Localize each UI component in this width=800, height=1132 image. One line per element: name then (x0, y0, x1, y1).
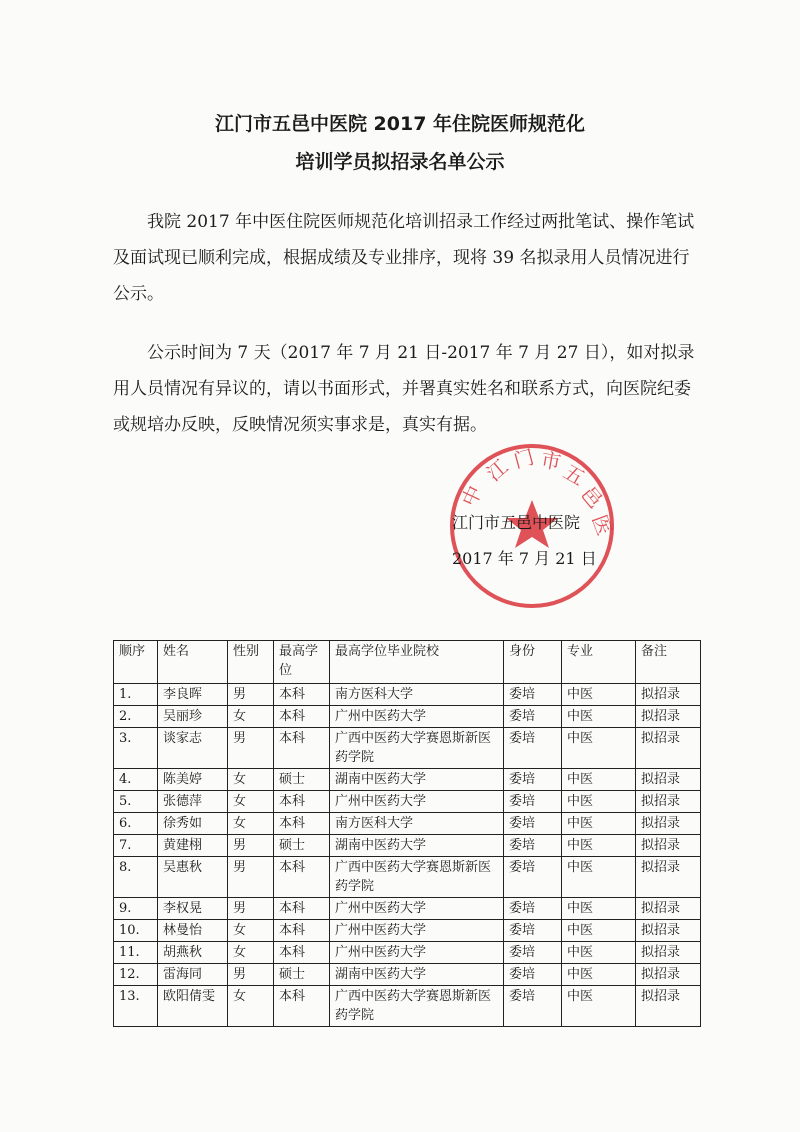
cell-degree: 本科 (274, 857, 330, 898)
cell-name: 谈家志 (158, 728, 228, 769)
cell-remark: 拟招录 (636, 706, 701, 728)
cell-degree: 硕士 (274, 964, 330, 986)
header-school: 最高学位毕业院校 (330, 641, 504, 684)
cell-status: 委培 (504, 942, 562, 964)
announcement-paragraph: 我院 2017 年中医住院医师规范化培训招录工作经过两批笔试、操作笔试及面试现已顺利完成，根据成绩及专业排序，现将 39 名拟录用人员情况进行公示。 (113, 212, 695, 304)
cell-major: 中医 (562, 964, 636, 986)
cell-name: 陈美婷 (158, 769, 228, 791)
header-name: 姓名 (158, 641, 228, 684)
cell-major: 中医 (562, 920, 636, 942)
cell-remark: 拟招录 (636, 791, 701, 813)
cell-gender: 女 (228, 791, 274, 813)
cell-major: 中医 (562, 684, 636, 706)
cell-name: 徐秀如 (158, 813, 228, 835)
cell-status: 委培 (504, 706, 562, 728)
cell-order: 5. (114, 791, 158, 813)
cell-major: 中医 (562, 769, 636, 791)
cell-degree: 本科 (274, 728, 330, 769)
cell-major: 中医 (562, 835, 636, 857)
table-row (114, 835, 701, 857)
table-row (114, 684, 701, 706)
cell-school: 南方医科大学 (330, 813, 504, 835)
table-row (114, 964, 701, 986)
admission-list-table (113, 640, 701, 1027)
cell-school: 湖南中医药大学 (330, 964, 504, 986)
cell-remark: 拟招录 (636, 920, 701, 942)
cell-remark: 拟招录 (636, 942, 701, 964)
cell-name: 张德萍 (158, 791, 228, 813)
table-row (114, 769, 701, 791)
cell-major: 中医 (562, 813, 636, 835)
cell-degree: 本科 (274, 813, 330, 835)
header-gender: 性别 (228, 641, 274, 684)
cell-gender: 女 (228, 920, 274, 942)
cell-order: 12. (114, 964, 158, 986)
table-row (114, 791, 701, 813)
cell-major: 中医 (562, 728, 636, 769)
cell-status: 委培 (504, 769, 562, 791)
cell-major: 中医 (562, 942, 636, 964)
svg-text:五: 五 (559, 459, 589, 491)
signature-organization: 江门市五邑中医院 (452, 513, 581, 532)
cell-major: 中医 (562, 857, 636, 898)
svg-text:江: 江 (481, 454, 513, 486)
cell-gender: 男 (228, 835, 274, 857)
svg-text:医: 医 (587, 511, 617, 539)
header-remark: 备注 (636, 641, 701, 684)
header-status: 身份 (504, 641, 562, 684)
document-title-line2: 培训学员拟招录名单公示 (295, 151, 505, 173)
cell-degree: 硕士 (274, 769, 330, 791)
cell-degree: 本科 (274, 791, 330, 813)
cell-order: 4. (114, 769, 158, 791)
cell-order: 7. (114, 835, 158, 857)
cell-status: 委培 (504, 835, 562, 857)
header-major: 专业 (562, 641, 636, 684)
cell-degree: 硕士 (274, 835, 330, 857)
svg-text:邑: 邑 (576, 481, 608, 513)
table-row (114, 898, 701, 920)
table-row (114, 857, 701, 898)
cell-gender: 女 (228, 942, 274, 964)
cell-name: 雷海同 (158, 964, 228, 986)
cell-gender: 女 (228, 706, 274, 728)
cell-school: 广州中医药大学 (330, 898, 504, 920)
table-row (114, 986, 701, 1027)
svg-text:中: 中 (456, 481, 487, 511)
cell-major: 中医 (562, 986, 636, 1027)
cell-school: 广西中医药大学赛恩斯新医药学院 (330, 986, 504, 1027)
cell-gender: 男 (228, 898, 274, 920)
cell-gender: 女 (228, 813, 274, 835)
cell-name: 林曼怡 (158, 920, 228, 942)
svg-text:市: 市 (539, 447, 563, 475)
cell-remark: 拟招录 (636, 684, 701, 706)
cell-degree: 本科 (274, 942, 330, 964)
table-header-row (114, 641, 701, 684)
cell-gender: 男 (228, 684, 274, 706)
cell-school: 南方医科大学 (330, 684, 504, 706)
cell-school: 广西中医药大学赛恩斯新医药学院 (330, 728, 504, 769)
cell-status: 委培 (504, 728, 562, 769)
cell-status: 委培 (504, 857, 562, 898)
objection-paragraph: 公示时间为 7 天（2017 年 7 月 21 日-2017 年 7 月 27 日），如对拟录用人员情况有异议的，请以书面形式，并署真实姓名和联系方式，向医院纪委或规培办反映，反映情况须实事求是，真实有据。 (113, 343, 695, 435)
cell-gender: 男 (228, 857, 274, 898)
cell-name: 黄建栩 (158, 835, 228, 857)
cell-major: 中医 (562, 898, 636, 920)
cell-status: 委培 (504, 791, 562, 813)
cell-degree: 本科 (274, 920, 330, 942)
cell-remark: 拟招录 (636, 769, 701, 791)
cell-remark: 拟招录 (636, 857, 701, 898)
cell-degree: 本科 (274, 706, 330, 728)
cell-degree: 本科 (274, 898, 330, 920)
cell-status: 委培 (504, 986, 562, 1027)
cell-degree: 本科 (274, 986, 330, 1027)
table-row (114, 920, 701, 942)
cell-name: 吴惠秋 (158, 857, 228, 898)
table-row (114, 728, 701, 769)
cell-degree: 本科 (274, 684, 330, 706)
cell-status: 委培 (504, 920, 562, 942)
cell-status: 委培 (504, 964, 562, 986)
cell-school: 湖南中医药大学 (330, 835, 504, 857)
cell-school: 湖南中医药大学 (330, 769, 504, 791)
cell-order: 6. (114, 813, 158, 835)
cell-name: 李权晃 (158, 898, 228, 920)
cell-name: 吴丽珍 (158, 706, 228, 728)
header-degree: 最高学位 (274, 641, 330, 684)
cell-major: 中医 (562, 791, 636, 813)
cell-order: 2. (114, 706, 158, 728)
cell-school: 广州中医药大学 (330, 942, 504, 964)
cell-remark: 拟招录 (636, 728, 701, 769)
cell-status: 委培 (504, 813, 562, 835)
header-order: 顺序 (114, 641, 158, 684)
cell-order: 13. (114, 986, 158, 1027)
cell-remark: 拟招录 (636, 835, 701, 857)
cell-gender: 男 (228, 964, 274, 986)
cell-gender: 女 (228, 769, 274, 791)
cell-remark: 拟招录 (636, 986, 701, 1027)
cell-order: 1. (114, 684, 158, 706)
cell-remark: 拟招录 (636, 964, 701, 986)
signature-date: 2017 年 7 月 21 日 (452, 549, 597, 568)
cell-name: 欧阳倩雯 (158, 986, 228, 1027)
cell-order: 11. (114, 942, 158, 964)
cell-status: 委培 (504, 898, 562, 920)
cell-status: 委培 (504, 684, 562, 706)
cell-order: 9. (114, 898, 158, 920)
cell-school: 广州中医药大学 (330, 920, 504, 942)
document-title-line1: 江门市五邑中医院 2017 年住院医师规范化 (214, 113, 586, 135)
cell-remark: 拟招录 (636, 813, 701, 835)
table-row (114, 813, 701, 835)
cell-name: 李良晖 (158, 684, 228, 706)
cell-school: 广州中医药大学 (330, 791, 504, 813)
cell-order: 3. (114, 728, 158, 769)
cell-gender: 女 (228, 986, 274, 1027)
cell-remark: 拟招录 (636, 898, 701, 920)
cell-name: 胡燕秋 (158, 942, 228, 964)
cell-school: 广西中医药大学赛恩斯新医药学院 (330, 857, 504, 898)
table-row (114, 706, 701, 728)
table-row (114, 942, 701, 964)
cell-order: 10. (114, 920, 158, 942)
svg-text:门: 门 (511, 444, 537, 473)
cell-major: 中医 (562, 706, 636, 728)
cell-gender: 男 (228, 728, 274, 769)
cell-school: 广州中医药大学 (330, 706, 504, 728)
table-body (114, 684, 701, 1027)
cell-order: 8. (114, 857, 158, 898)
